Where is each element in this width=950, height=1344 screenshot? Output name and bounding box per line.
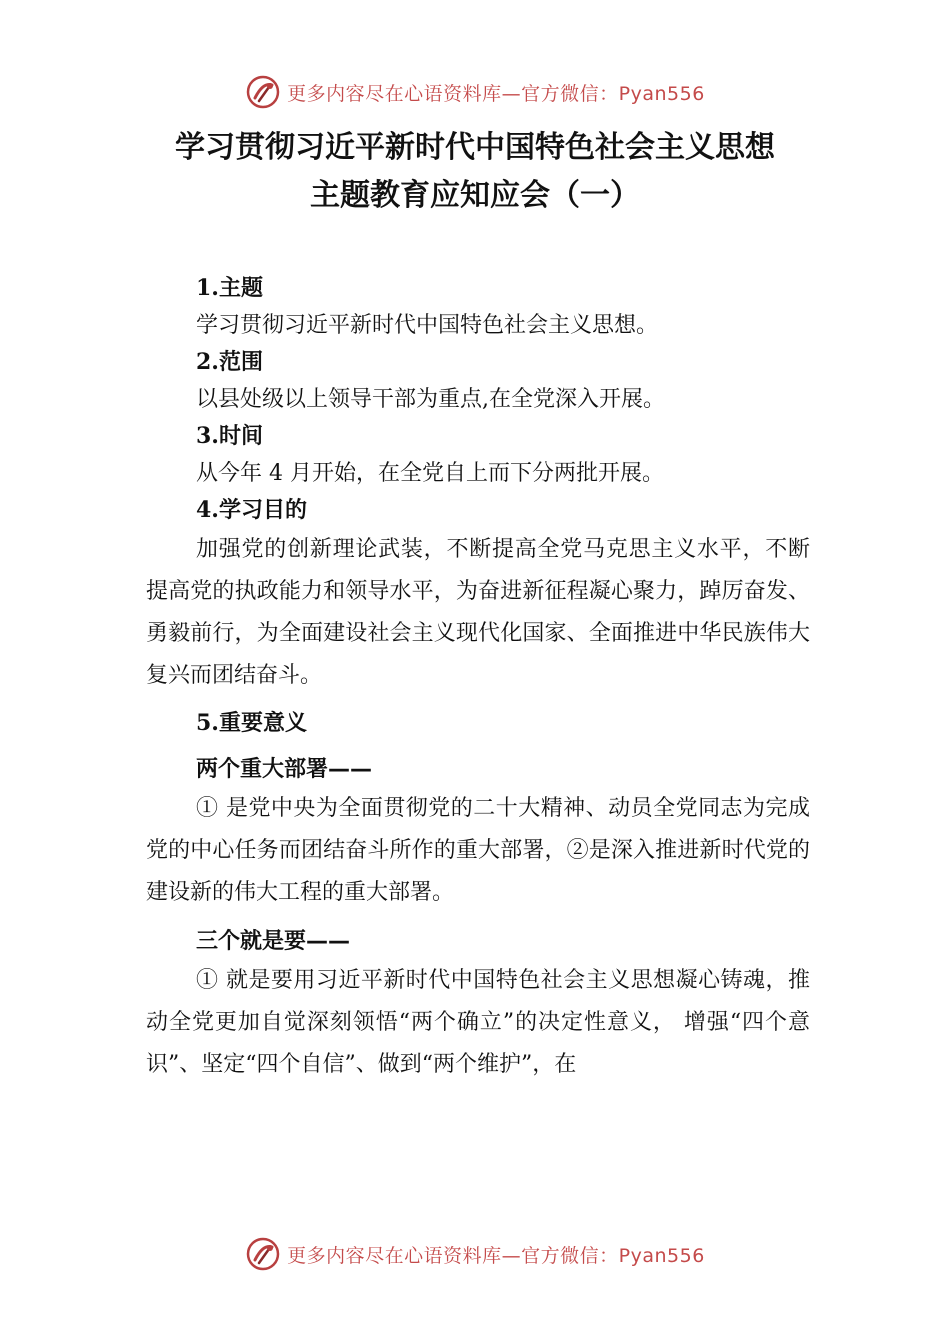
document-title-line-1: 学习贯彻习近平新时代中国特色社会主义思想 [175, 130, 775, 165]
section-number: 1. [196, 275, 219, 301]
section-heading-scope [146, 344, 810, 381]
logo-icon [245, 74, 281, 110]
footer-banner-text: 更多内容尽在心语资料库—官方微信：Pyan556 [287, 1244, 705, 1267]
section-heading-text: 主题 [218, 276, 263, 301]
document-body [146, 270, 810, 1086]
section-number: 3. [196, 423, 219, 449]
section-body-theme: 学习贯彻习近平新时代中国特色社会主义思想。 [196, 313, 659, 338]
section-heading-theme [146, 270, 810, 307]
paragraph-three-musts: ① 就是要用习近平新时代中国特色社会主义思想凝心铸魂，推动全党更加自觉深刻领悟“两个确立”的决定性意义， 增强“四个意识”、坚定“四个自信”、做到“两个维护”，在 [146, 968, 810, 1077]
section-number: 5. [196, 710, 219, 736]
subheading-three-musts: 三个就是要—— [196, 929, 351, 954]
footer-banner [0, 1234, 950, 1274]
section-heading-purpose [146, 492, 810, 529]
paragraph-two-deployments: ① 是党中央为全面贯彻党的二十大精神、动员全党同志为完成党的中心任务而团结奋斗所作的重大部署，②是深入推进新时代党的建设新的伟大工程的重大部署。 [146, 796, 810, 905]
document-title-line-2: 主题教育应知应会（一） [310, 178, 640, 213]
section-heading-text: 范围 [218, 350, 263, 375]
section-heading-significance [146, 705, 810, 742]
section-number: 4. [196, 497, 219, 523]
section-body-scope: 以县处级以上领导干部为重点,在全党深入开展。 [196, 387, 665, 412]
header-banner-text: 更多内容尽在心语资料库—官方微信：Pyan556 [287, 82, 705, 105]
section-body-time: 从今年 4 月开始，在全党自上而下分两批开展。 [196, 461, 664, 486]
section-number: 2. [196, 349, 219, 375]
section-heading-text: 学习目的 [218, 498, 307, 523]
section-heading-time [146, 418, 810, 455]
header-banner [0, 72, 950, 112]
section-heading-text: 时间 [218, 424, 263, 449]
section-heading-text: 重要意义 [218, 711, 307, 736]
subheading-two-deployments: 两个重大部署—— [196, 757, 373, 782]
logo-icon [245, 1236, 281, 1272]
section-body-purpose: 加强党的创新理论武装，不断提高全党马克思主义水平，不断提高党的执政能力和领导水平，为奋进新征程凝心聚力，踔厉奋发、勇毅前行，为全面建设社会主义现代化国家、全面推进中华民族伟大复兴而团结奋斗。 [146, 537, 810, 688]
